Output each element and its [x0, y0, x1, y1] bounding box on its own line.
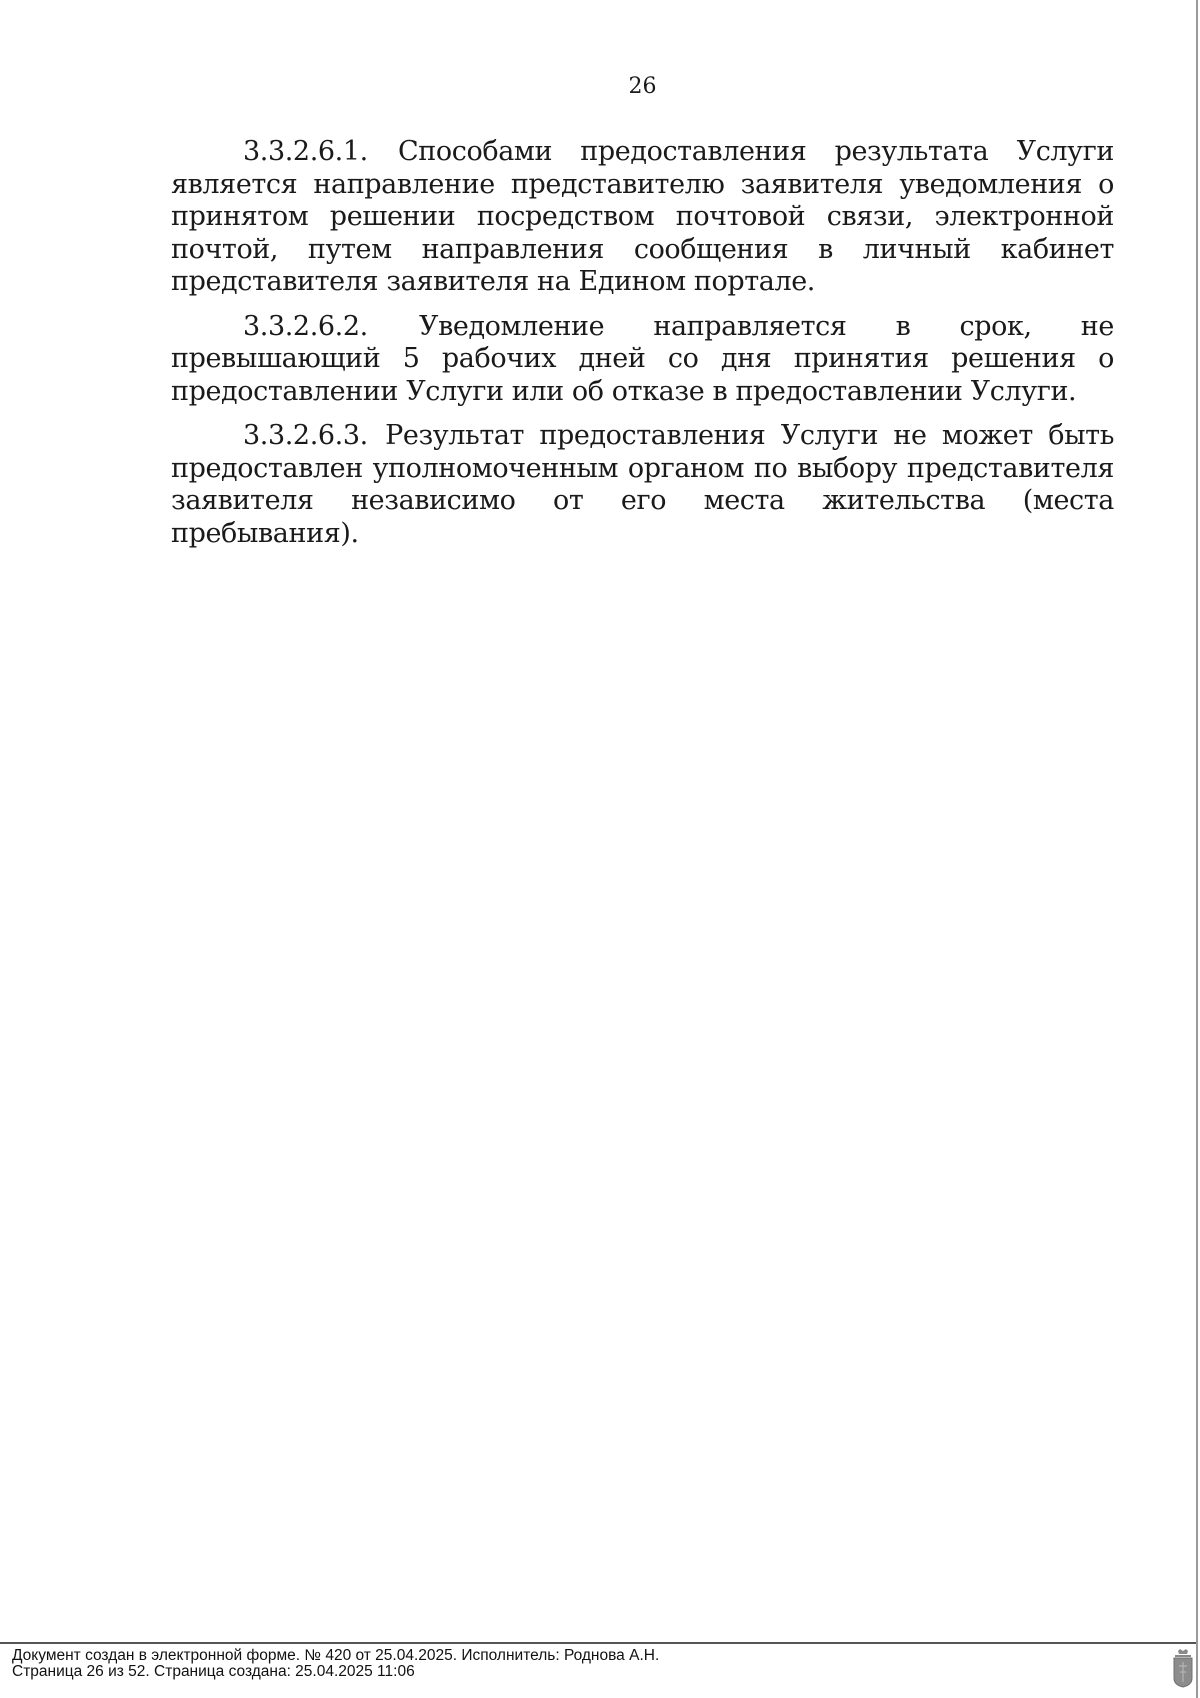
document-body [171, 136, 1114, 562]
paragraph-number: 3.3.2.6.3. [243, 420, 368, 451]
paragraph-number: 3.3.2.6.1. [243, 136, 368, 167]
page-right-border [1196, 0, 1198, 1698]
footer-document-info: Документ создан в электронной форме. № 420 от 25.04.2025. Исполнитель: Роднова А.Н. [12, 1647, 660, 1664]
paragraph-3-3-2-6-1 [171, 136, 1114, 299]
coat-of-arms-icon [1172, 1648, 1194, 1688]
footer-divider [0, 1642, 1196, 1644]
paragraph-3-3-2-6-2 [171, 311, 1114, 409]
paragraph-number: 3.3.2.6.2. [243, 310, 368, 342]
footer-info [12, 1648, 659, 1680]
footer-page-info: Страница 26 из 52. Страница создана: 25.04.2025 11:06 [12, 1663, 415, 1680]
paragraph-text: Способами предоставления результата Услуги является направление представителю заявителя уведомления о принятом решении посредством почтовой связи, электронной почтой, путем направления сообщения в личный кабинет представителя заявителя на Едином портале. [171, 136, 1115, 297]
paragraph-text: Уведомление направляется в срок, не превышающий 5 рабочих дней со дня принятия решения о предоставлении Услуги или об отказе в предоставлении Услуги. [171, 310, 1114, 407]
paragraph-3-3-2-6-3 [171, 420, 1114, 550]
paragraph-text: Результат предоставления Услуги не может быть предоставлен уполномоченным органом по выбору представителя заявителя независимо от его места жительства (места пребывания). [171, 420, 1114, 549]
page-number: 26 [628, 74, 657, 99]
